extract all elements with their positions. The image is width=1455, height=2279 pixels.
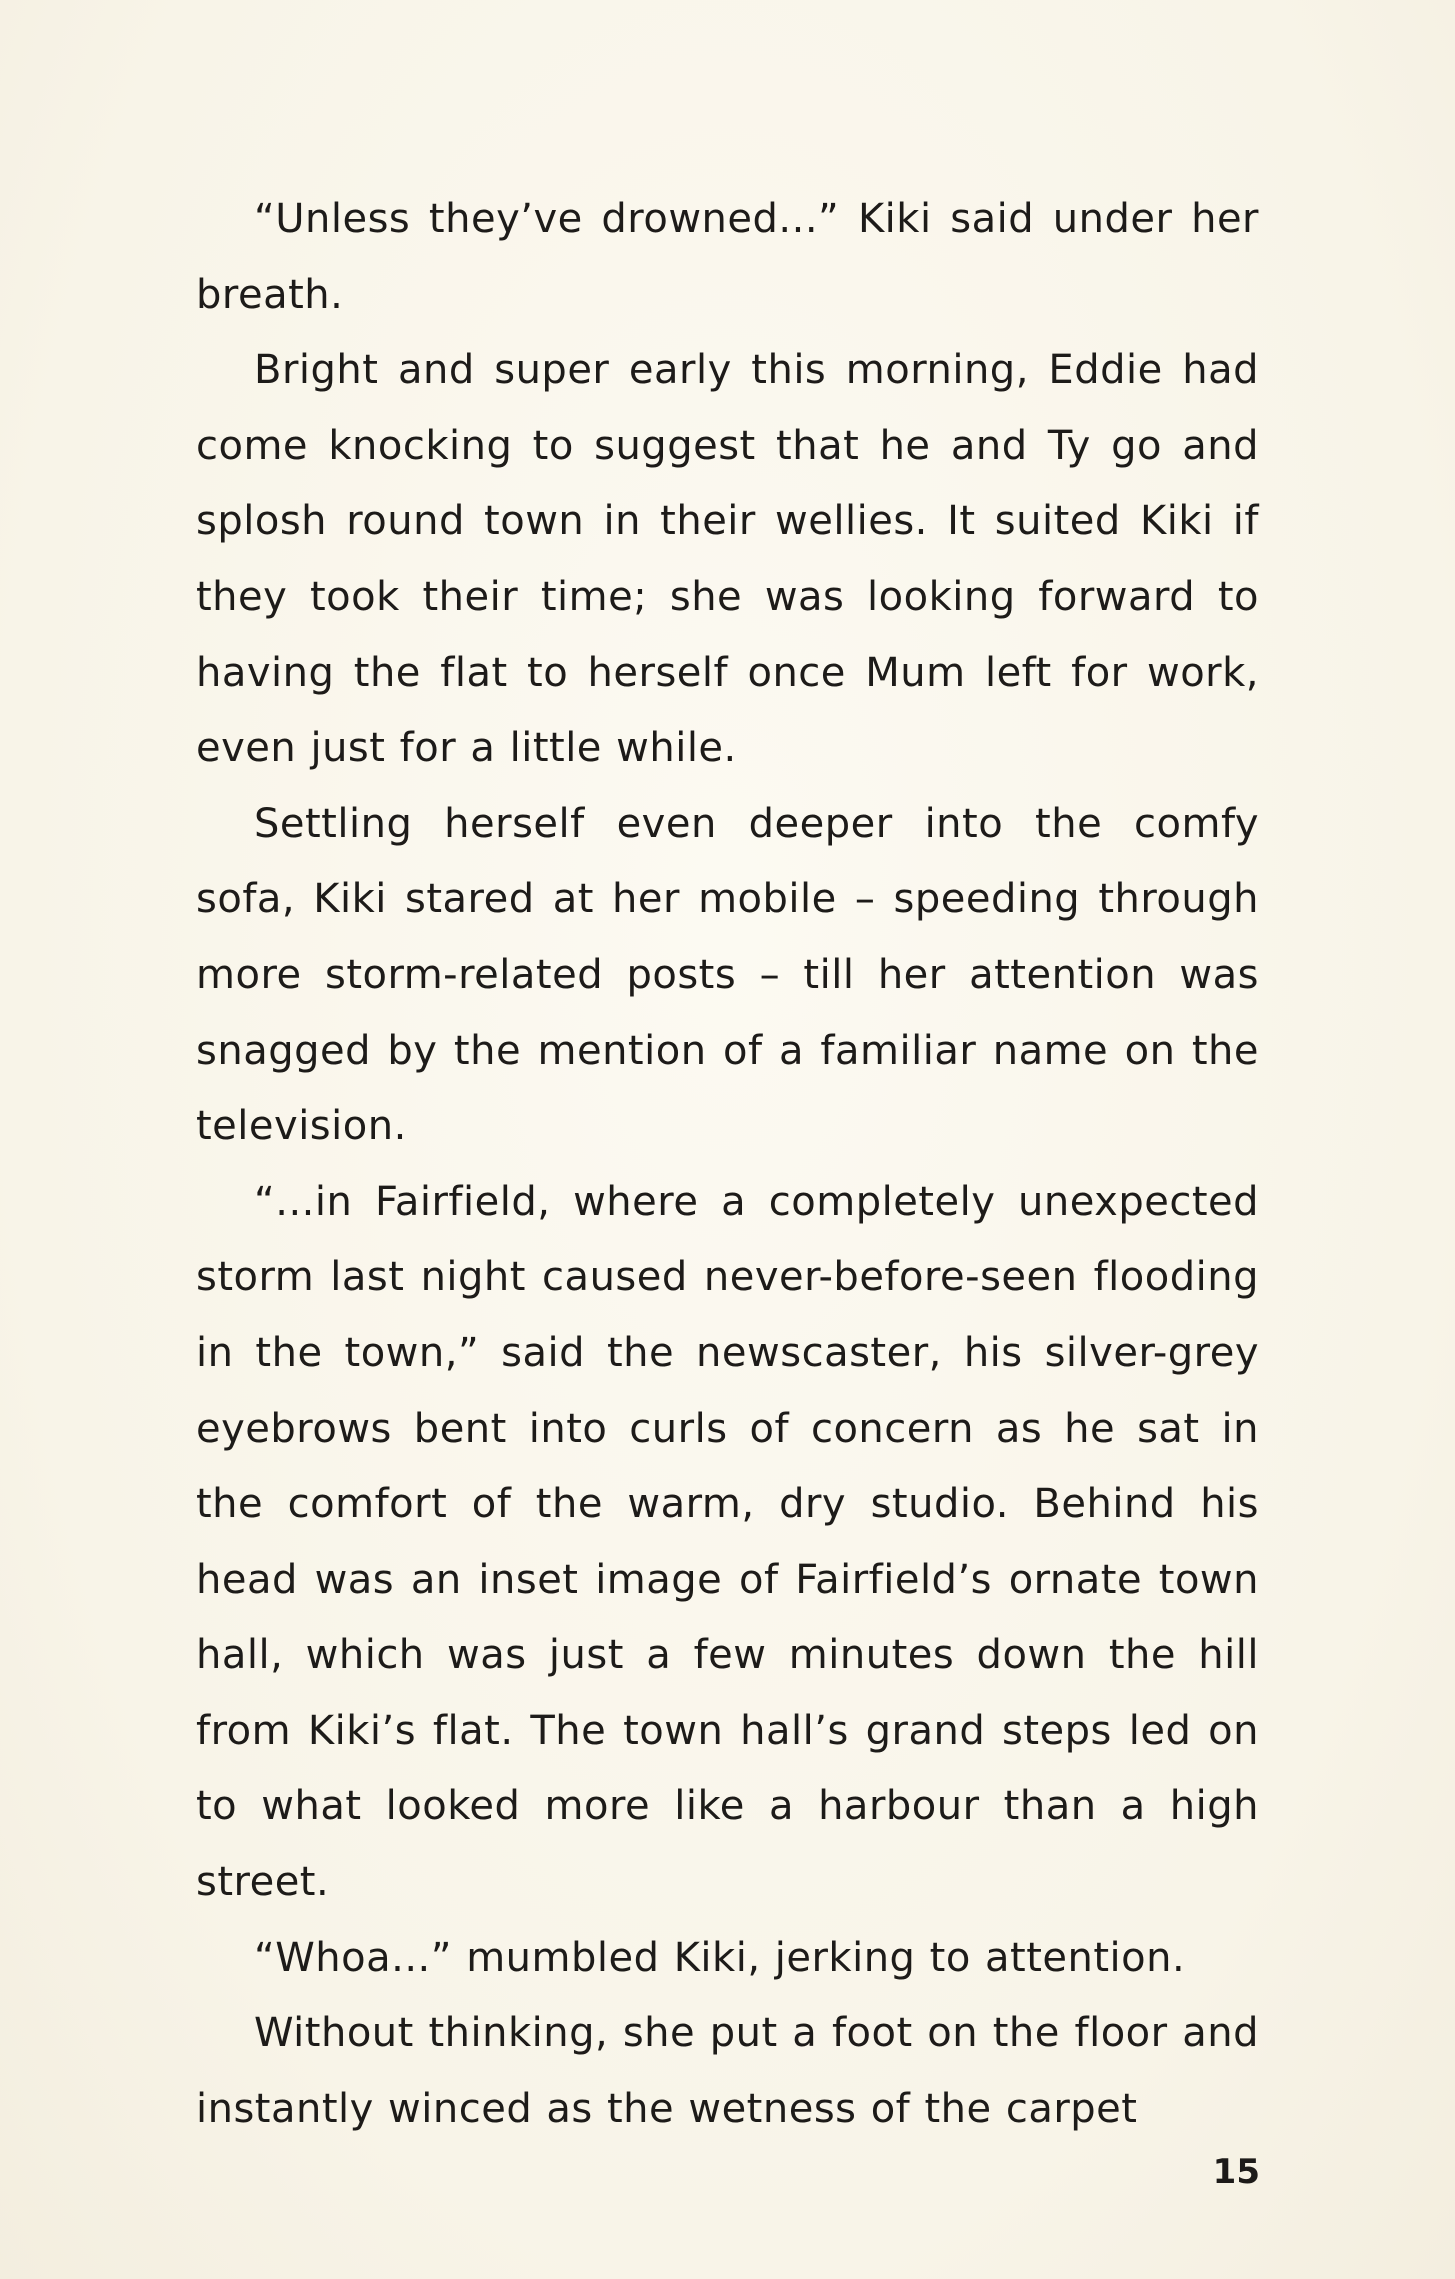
paragraph: “...in Fairfield, where a completely unexpected storm last night caused never-before-seen flooding in the town,” said the newscaster, his silver-grey eyebrows bent into curls of concern as he sat in the comfort of the warm, dry studio. Behind his head was an inset image of Fairfield’s ornate town hall, which was just a few minutes down the hill from Kiki’s flat. The town hall’s grand steps led on to what looked more like a harbour than a high street.: [196, 1178, 1259, 1906]
body-text: [196, 182, 1259, 2147]
paragraph: Settling herself even deeper into the comfy sofa, Kiki stared at her mobile – speeding through more storm-related posts – till her attention was snagged by the mention of a familiar name on the television.: [196, 800, 1259, 1150]
paragraph: Without thinking, she put a foot on the floor and instantly winced as the wetness of the carpet: [196, 2010, 1259, 2132]
paragraph: Bright and super early this morning, Eddie had come knocking to suggest that he and Ty go and splosh round town in their wellies. It suited Kiki if they took their time; she was looking forward to having the flat to herself once Mum left for work, even just for a little while.: [196, 347, 1259, 772]
paragraph: “Whoa...” mumbled Kiki, jerking to attention.: [254, 1934, 1186, 1981]
paragraph: “Unless they’ve drowned...” Kiki said under her breath.: [196, 196, 1259, 318]
page-number: 15: [1212, 2152, 1260, 2192]
